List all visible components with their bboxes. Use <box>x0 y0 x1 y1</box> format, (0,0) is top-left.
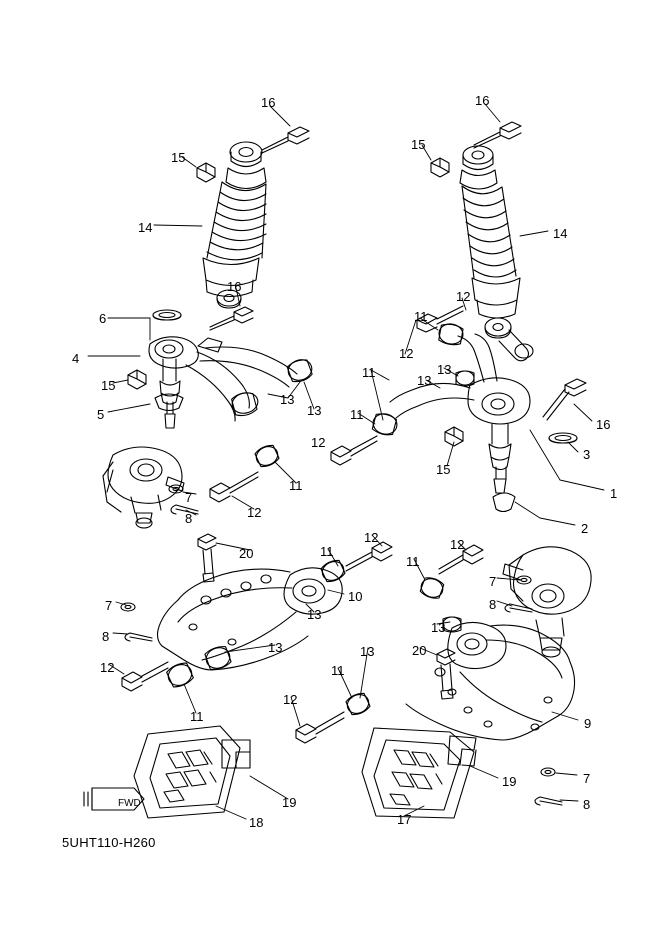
cotter-pin-8-right-lower <box>535 797 562 805</box>
callout-label: 13 <box>268 640 283 655</box>
seal-6 <box>153 310 181 320</box>
callout-label: 15 <box>171 150 186 165</box>
washer-7-right-lower <box>541 768 555 776</box>
lower-arm-left <box>158 568 343 689</box>
callout-label: 11 <box>414 309 428 324</box>
bolt-16-mid-right <box>543 379 586 420</box>
nut-15-mid-left <box>128 370 146 389</box>
callout-label: 13 <box>307 607 322 622</box>
callout-label: 16 <box>475 93 490 108</box>
callout-label: 7 <box>489 574 497 589</box>
callout-label: 14 <box>553 226 568 241</box>
callout-label: 18 <box>249 815 264 830</box>
callout-label: 12 <box>456 289 471 304</box>
footboard-right <box>362 728 476 818</box>
callout-label: 1 <box>610 486 618 501</box>
callout-label: 7 <box>105 598 113 613</box>
callout-label: 12 <box>283 692 298 707</box>
nut-15-upper-right <box>431 158 449 177</box>
callout-label: 11 <box>190 709 204 724</box>
callout-label: 4 <box>72 351 80 366</box>
bolt-20-left <box>198 534 216 582</box>
callout-label: 12 <box>399 346 414 361</box>
callout-label: 15 <box>411 137 426 152</box>
callout-label: 11 <box>320 544 334 559</box>
callout-label: 11 <box>406 554 420 569</box>
bolt-16-mid-left <box>210 307 253 330</box>
callout-label: 12 <box>100 660 115 675</box>
callout-label: 7 <box>185 490 193 505</box>
callout-label: 8 <box>489 597 497 612</box>
callout-label: 11 <box>350 407 364 422</box>
callout-label: 11 <box>362 365 376 380</box>
callout-label: 20 <box>239 546 254 561</box>
callout-label: 7 <box>583 771 591 786</box>
callout-label: 12 <box>247 505 262 520</box>
steering-knuckle-right <box>503 547 591 657</box>
callout-label: 10 <box>348 589 363 604</box>
callout-label: 15 <box>101 378 116 393</box>
callout-label: 12 <box>311 435 326 450</box>
callout-label: 13 <box>280 392 295 407</box>
bolt-16-upper-left <box>262 127 309 153</box>
nut-15-upper-left <box>197 163 215 182</box>
callout-label: 2 <box>581 521 589 536</box>
upper-arm-left <box>149 337 315 428</box>
callout-label: 16 <box>261 95 276 110</box>
callout-label: 11 <box>289 478 303 493</box>
diagram-part-code: 5UHT110-H260 <box>62 835 156 850</box>
upper-arm-right <box>371 322 530 511</box>
bushing-11-bolt-12-left-mid <box>210 443 281 502</box>
callout-label: 5 <box>97 407 105 422</box>
callout-label: 17 <box>397 812 412 827</box>
callout-label: 19 <box>282 795 297 810</box>
lower-arm-right <box>406 622 575 740</box>
callout-label: 19 <box>502 774 517 789</box>
callout-label: 13 <box>437 362 452 377</box>
cotter-pin-8-lower-left <box>125 633 152 641</box>
callout-label: 11 <box>331 663 345 678</box>
steering-knuckle-left-upper <box>103 447 184 528</box>
callout-label: 6 <box>99 311 107 326</box>
bolt-20-right <box>437 649 455 699</box>
callout-label: 12 <box>450 537 465 552</box>
bolt-12-center-left <box>331 436 377 465</box>
callout-label: 16 <box>227 279 242 294</box>
callout-label: 20 <box>412 643 427 658</box>
callout-label: 8 <box>583 797 591 812</box>
callout-label: 13 <box>307 403 322 418</box>
callout-label: 12 <box>364 530 379 545</box>
callout-label: 13 <box>360 644 375 659</box>
fwd-direction-label: FWD <box>118 798 141 809</box>
callout-label: 8 <box>185 511 193 526</box>
callout-label: 13 <box>417 373 432 388</box>
callout-label: 16 <box>596 417 611 432</box>
callout-label: 9 <box>584 716 592 731</box>
callout-label: 14 <box>138 220 153 235</box>
bolt-12-center-lower <box>296 691 372 743</box>
footboard-left <box>134 726 250 818</box>
bolt-12-lower-left <box>122 662 168 691</box>
callout-label: 8 <box>102 629 110 644</box>
callout-label: 13 <box>431 620 446 635</box>
seal-3 <box>549 433 577 443</box>
bolt-16-upper-right <box>474 122 521 148</box>
callout-label: 15 <box>436 462 451 477</box>
shock-absorber-right <box>460 146 533 361</box>
callout-label: 3 <box>583 447 591 462</box>
